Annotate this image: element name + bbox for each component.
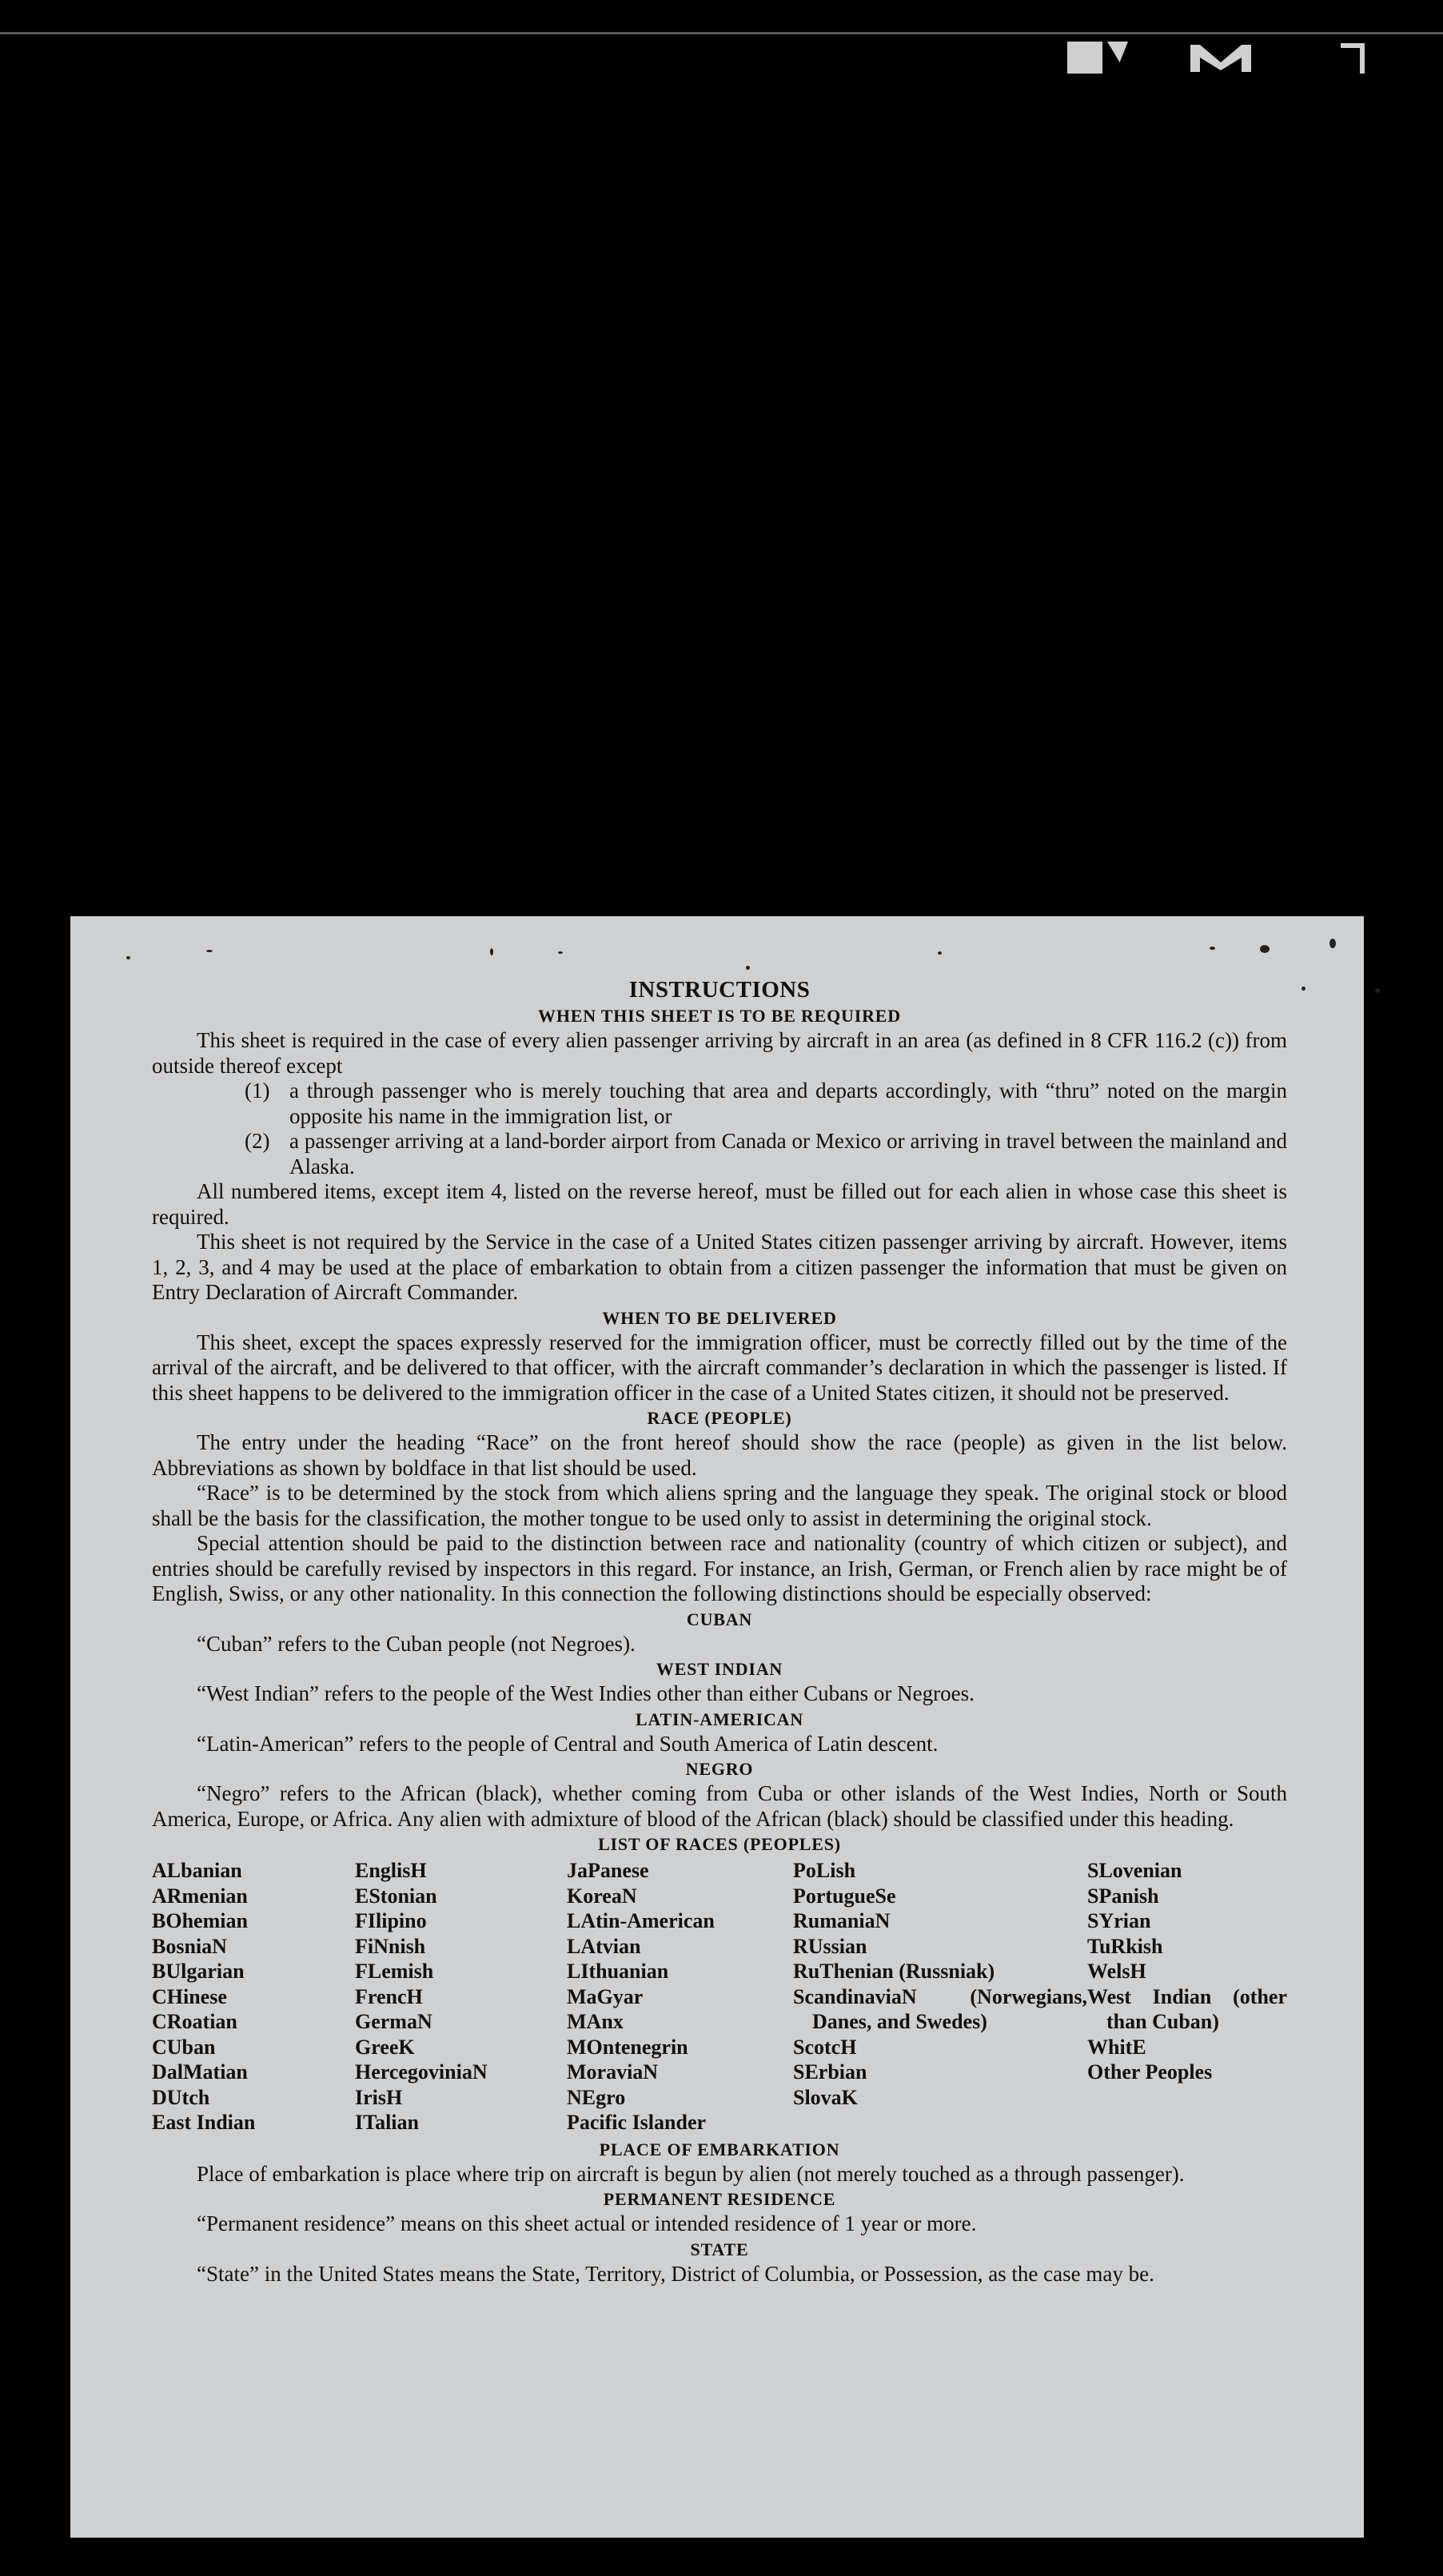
race-entry: BosniaN [152, 1934, 227, 1958]
paragraph: This sheet, except the spaces expressly reserved for the immigration officer, must be correctly filled out by the time of the arrival of the aircraft, and be delivered to that officer, with the aircraft commander’s declaration in which the passenger is listed. If this sheet happens to be delivered to the immigration officer in the case of a United States citizen, it should not be preserved. [152, 1330, 1287, 1405]
race-entry: ARmenian [152, 1884, 248, 1908]
race-entry: MAnx [567, 2010, 624, 2033]
instruction-sheet [70, 916, 1364, 2538]
speck [938, 951, 942, 955]
item-number: (2) [245, 1129, 270, 1153]
paragraph: “Negro” refers to the African (black), whether coming from Cuba or other islands of the West Indies, North or South America, Europe, or Africa. Any alien with admixture of blood of the African (black) should be classified under this heading. [152, 1781, 1287, 1831]
race-entry: SErbian [793, 2060, 867, 2084]
race-entry: ITalian [355, 2111, 419, 2134]
race-entry: HercegoviniaN [355, 2060, 488, 2084]
race-entry: CUban [152, 2035, 216, 2059]
race-entry: DUtch [152, 2085, 210, 2109]
section-heading: WHEN THIS SHEET IS TO BE REQUIRED [538, 1006, 901, 1026]
race-entry: FLemish [355, 1960, 434, 1983]
race-entry: ScotcH [793, 2035, 857, 2059]
paragraph: “West Indian” refers to the people of the West Indies other than either Cubans or Negroes. [197, 1681, 975, 1705]
speck [1375, 988, 1380, 993]
paragraph: “Permanent residence” means on this sheet actual or intended residence of 1 year or more. [197, 2211, 977, 2235]
race-entry: LAtvian [567, 1934, 641, 1958]
frame-mark-corner [1339, 42, 1366, 74]
races-list [152, 1858, 1287, 2135]
race-entry: Other Peoples [1087, 2060, 1213, 2084]
section-heading: RACE (PEOPLE) [647, 1408, 792, 1428]
paragraph: “Cuban” refers to the Cuban people (not Negroes). [197, 1631, 636, 1656]
race-entry: EStonian [355, 1884, 437, 1908]
section-heading: PERMANENT RESIDENCE [603, 2189, 836, 2209]
speck [1301, 987, 1305, 991]
section-heading: WHEN TO BE DELIVERED [602, 1307, 837, 1328]
frame-mark-m [1187, 42, 1254, 74]
speck [558, 951, 563, 954]
races-column [355, 1858, 567, 2135]
paragraph: Place of embarkation is place where trip on aircraft is begun by alien (not merely touched as a through passenger). [197, 2161, 1185, 2186]
race-entry: EnglisH [355, 1859, 427, 1882]
list-item [245, 1129, 1287, 1179]
film-edge-line [0, 32, 1443, 34]
frame-mark-block [1067, 42, 1102, 74]
speck [1210, 947, 1215, 950]
section-heading: PLACE OF EMBARKATION [599, 2139, 840, 2159]
document-title: INSTRUCTIONS [628, 977, 811, 1003]
paragraph: Special attention should be paid to the distinction between race and nationality (country of which citizen or subject), and entries should be carefully revised by inspectors in this regard. For instance, an Irish, German, or French alien by race might be of English, Swiss, or any other nationality. In this connection the following distinctions should be especially observed: [152, 1531, 1287, 1605]
paragraph: All numbered items, except item 4, listed on the reverse hereof, must be filled out for each alien in whose case this sheet is required. [152, 1179, 1287, 1229]
race-entry: SPanish [1087, 1884, 1159, 1908]
race-entry: SYrian [1087, 1909, 1151, 1932]
paragraph: “State” in the United States means the State, Territory, District of Columbia, or Possession, as the case may be. [197, 2261, 1154, 2286]
item-text: a through passenger who is merely touching that area and departs accordingly, with “thru” noted on the margin opposite his name in the immigration list, or [289, 1079, 1287, 1128]
race-entry: CHinese [152, 1984, 227, 2008]
race-entry: SlovaK [793, 2085, 858, 2109]
paragraph: This sheet is required in the case of every alien passenger arriving by aircraft in an area (as defined in 8 CFR 116.2 (c)) from outside thereof except [152, 1028, 1287, 1078]
race-entry: BOhemian [152, 1909, 248, 1932]
speck [746, 966, 750, 970]
race-entry: WelsH [1087, 1960, 1146, 1983]
race-entry: East Indian [152, 2111, 256, 2134]
section-heading: LATIN-AMERICAN [635, 1709, 804, 1729]
paragraph: “Latin-American” refers to the people of Central and South America of Latin descent. [197, 1731, 939, 1756]
race-entry: RUssian [793, 1934, 867, 1958]
race-entry: MaGyar [567, 1984, 644, 2008]
races-column [152, 1858, 355, 2135]
race-entry: DalMatian [152, 2060, 248, 2084]
race-entry: RumaniaN [793, 1909, 891, 1932]
race-entry: GreeK [355, 2035, 415, 2059]
paragraph: This sheet is not required by the Service in the case of a United States citizen passenger arriving by aircraft. However, items 1, 2, 3, and 4 may be used at the place of embarkation to obtain from a citizen passenger the information that must be given on Entry Declaration of Aircraft Commander. [152, 1230, 1287, 1304]
race-entry: WhitE [1087, 2035, 1146, 2059]
race-entry: PoLish [793, 1859, 856, 1882]
race-entry: IrisH [355, 2085, 403, 2109]
race-entry: West Indian (other than Cuban) [1087, 1984, 1287, 2033]
race-entry: LAtin-American [567, 1909, 715, 1932]
speck [206, 950, 213, 952]
speck [490, 948, 493, 955]
race-entry: MoraviaN [567, 2060, 659, 2084]
section-heading: NEGRO [685, 1759, 754, 1779]
race-entry: FrencH [355, 1984, 423, 2008]
race-entry: FIlipino [355, 1909, 427, 1932]
item-text: a passenger arriving at a land-border airport from Canada or Mexico or arriving in travel between the mainland and Alaska. [289, 1129, 1287, 1178]
race-entry: JaPanese [567, 1859, 649, 1882]
list-item [245, 1079, 1287, 1129]
speck [1329, 939, 1336, 948]
race-entry: GermaN [355, 2010, 433, 2033]
races-column [1087, 1858, 1287, 2135]
race-entry: ALbanian [152, 1859, 242, 1882]
section-heading: STATE [690, 2239, 749, 2259]
section-heading: CUBAN [686, 1609, 753, 1629]
race-entry: RuThenian (Russniak) [793, 1960, 995, 1983]
race-entry: ScandinaviaN (Norwegians, Danes, and Swedes) [793, 1984, 1087, 2033]
item-number: (1) [245, 1079, 270, 1103]
race-entry: FiNnish [355, 1934, 426, 1958]
section-heading: WEST INDIAN [656, 1659, 783, 1679]
race-entry: MOntenegrin [567, 2035, 688, 2059]
race-entry: BUlgarian [152, 1960, 245, 1983]
speck [126, 956, 130, 959]
race-entry: NEgro [567, 2085, 626, 2109]
race-entry: PortugueSe [793, 1884, 896, 1908]
section-heading: LIST OF RACES (PEOPLES) [598, 1834, 841, 1854]
frame-mark-triangle [1107, 42, 1128, 62]
race-entry: CRoatian [152, 2010, 237, 2033]
races-column [793, 1858, 1087, 2135]
paragraph: The entry under the heading “Race” on the front hereof should show the race (people) as given in the list below. Abbreviations as shown by boldface in that list should be used. [152, 1430, 1287, 1480]
race-entry: KoreaN [567, 1884, 637, 1908]
race-entry: TuRkish [1087, 1934, 1163, 1958]
races-column [567, 1858, 793, 2135]
race-entry: SLovenian [1087, 1859, 1182, 1882]
paragraph: “Race” is to be determined by the stock from which aliens spring and the language they speak. The original stock or blood shall be the basis for the classification, the mother tongue to be used only to assist in determining the original stock. [152, 1481, 1287, 1530]
microfilm-frame-marks [1067, 42, 1371, 80]
race-entry: Pacific Islander [567, 2111, 707, 2134]
race-entry: LIthuanian [567, 1960, 669, 1983]
speck [1260, 945, 1270, 953]
